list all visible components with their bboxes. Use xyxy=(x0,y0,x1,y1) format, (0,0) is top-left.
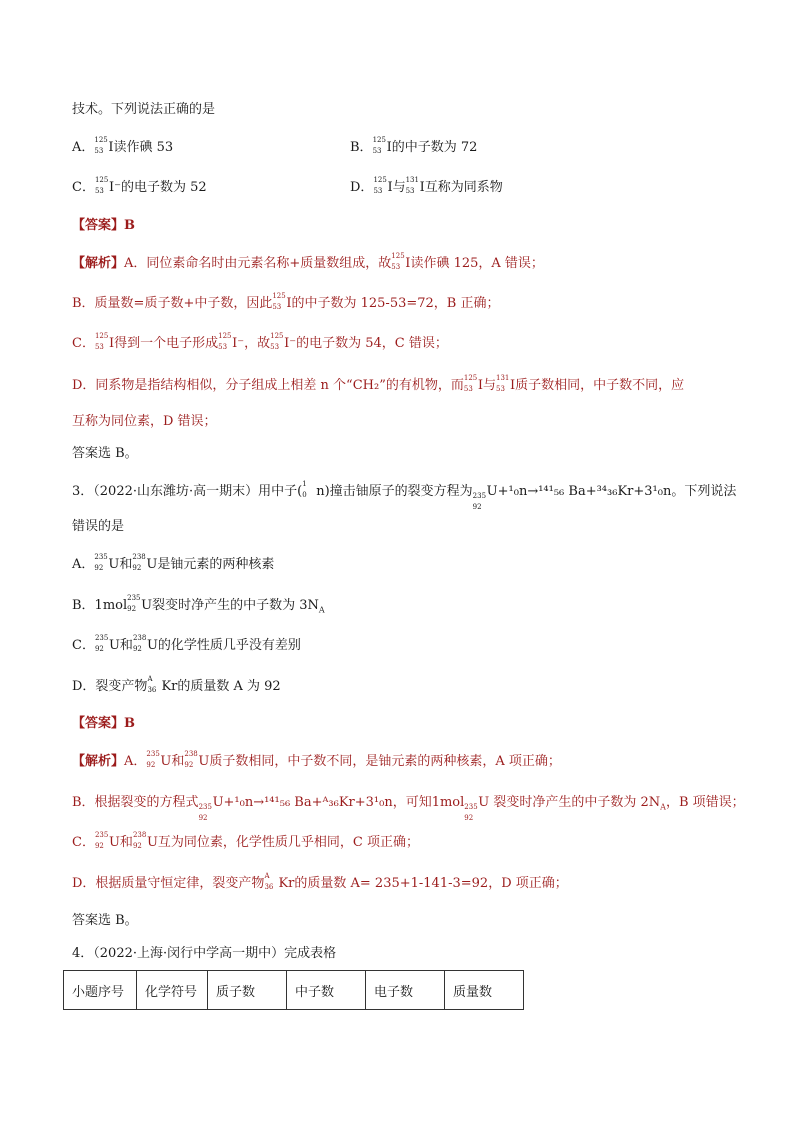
explanation-a-q2: 【解析】A．同位素命名时由元素名称+质量数组成，故 125 53 I读作碘 125，A 错误； xyxy=(72,252,544,271)
nuclide-u235: 235 92 U xyxy=(94,831,120,850)
neutron-symbol: ( 1 0 n) xyxy=(297,480,330,499)
nuclide-i131: 131 53 I xyxy=(496,374,516,393)
option-d: D． 125 53 I与 131 53 I互称为同系物 xyxy=(350,176,503,195)
nuclide-u235: 235 92 U xyxy=(127,594,153,613)
nuclide-i125: 125 53 I xyxy=(272,292,292,311)
table-header-cell: 质量数 xyxy=(445,971,524,1010)
q3-option-c: C． 235 92 U和 238 92 U的化学性质几乎没有差别 xyxy=(72,634,301,653)
explanation-d-q3: D．根据质量守恒定律，裂变产物 A 36 Kr的质量数 A= 235+1-141-3=92，D 项正确； xyxy=(72,872,568,891)
nuclide-u238: 238 92 U xyxy=(132,553,158,572)
answer-table xyxy=(63,970,524,1010)
answer-label-q3: 【答案】B xyxy=(72,716,135,731)
option-c: C． 125 53 I⁻的电子数为 52 xyxy=(72,176,207,195)
question-3-stem: 3．（2022·山东潍坊·高一期末）用中子( 1 0 n)撞击铀原子的裂变方程为 235 92 U+¹₀n→¹⁴¹₅₆ Ba+³⁴₃₆Kr+3¹₀n。下列说法 xyxy=(72,480,737,511)
nuclide-u235: 235 92 U xyxy=(94,553,120,572)
nuclide-i125: 125 53 I xyxy=(94,332,115,351)
answer-choice-q3: 答案选 B。 xyxy=(72,913,138,928)
table-header-cell: 质子数 xyxy=(208,971,287,1010)
explanation-c-q2: C． 125 53 I得到一个电子形成 125 53 I⁻，故 125 53 I⁻的电子数为 54，C 错误； xyxy=(72,332,448,351)
table-header-cell: 中子数 xyxy=(287,971,366,1010)
explanation-a-q3: 【解析】A． 235 92 U和 238 92 U质子数相同，中子数不同，是铀元素的两种核素，A 项正确； xyxy=(72,750,561,769)
nuclide-kr: A 36 Kr xyxy=(147,675,178,694)
nuclide-iodide: 125 53 I⁻ xyxy=(218,332,245,351)
nuclide-i125: 125 53 I xyxy=(94,136,114,155)
nuclide-u238: 238 92 U xyxy=(132,634,158,653)
answer-choice-q2: 答案选 B。 xyxy=(72,446,138,461)
nuclide-i125: 125 53 I xyxy=(391,252,411,271)
nuclide-kr: A 36 Kr xyxy=(264,872,295,891)
nuclide-i125: 125 53 I xyxy=(463,374,483,393)
nuclide-i125: 125 53 I xyxy=(372,136,392,155)
option-a: A． 125 53 I读作碘 53 xyxy=(72,136,174,155)
question-3-stem-cont: 错误的是 xyxy=(72,519,125,534)
q3-option-d: D．裂变产物 A 36 Kr的质量数 A 为 92 xyxy=(72,675,281,694)
question-stem-tail: 技术。下列说法正确的是 xyxy=(72,102,216,117)
explanation-b-q2: B．质量数=质子数+中子数，因此 125 53 I的中子数为 125-53=72，B 正确； xyxy=(72,292,500,311)
option-b: B． 125 53 I的中子数为 72 xyxy=(350,136,478,155)
q3-option-b: B．1mol 235 92 U裂变时净产生的中子数为 $3N_A$ xyxy=(72,594,325,615)
table-header-cell: 小题序号 xyxy=(64,971,137,1010)
table-header-row xyxy=(64,971,524,1010)
q3-option-a: A． 235 92 U和 238 92 U是铀元素的两种核素 xyxy=(72,553,275,572)
question-4-stem: 4．（2022·上海·闵行中学高一期中）完成表格 xyxy=(72,946,337,961)
nuclide-u235: 235 92 U xyxy=(146,750,172,769)
answer-label-q2: 【答案】B xyxy=(72,218,135,233)
nuclide-iodide: 125 53 I⁻ xyxy=(94,176,121,195)
explanation-d-q2: D．同系物是指结构相似，分子组成上相差 n 个“CH₂”的有机物，而 125 53 I与 131 53 I质子数相同，中子数不同，应 xyxy=(72,374,685,393)
nuclide-u235: 235 92 U xyxy=(94,634,120,653)
explanation-d-q2-cont: 互称为同位素，D 错误； xyxy=(72,414,217,429)
nuclide-iodide: 125 53 I⁻ xyxy=(270,332,297,351)
nuclide-u238: 238 92 U xyxy=(132,831,158,850)
explanation-b-q3: B．根据裂变的方程式 235 92 U+¹₀n→¹⁴¹₅₆ Ba+ᴬ₃₆Kr+3¹₀n，可知1mol 235 92 U 裂变时净产生的中子数为 $2N_A$，B 项错误； xyxy=(72,795,745,822)
nuclide-i125: 125 53 I xyxy=(373,176,393,195)
table-header-cell: 电子数 xyxy=(366,971,445,1010)
nuclide-u238: 238 92 U xyxy=(184,750,210,769)
nuclide-i131: 131 53 I xyxy=(405,176,425,195)
explanation-c-q3: C． 235 92 U和 238 92 U互为同位素，化学性质几乎相同，C 项正确； xyxy=(72,831,419,850)
table-header-cell: 化学符号 xyxy=(137,971,208,1010)
